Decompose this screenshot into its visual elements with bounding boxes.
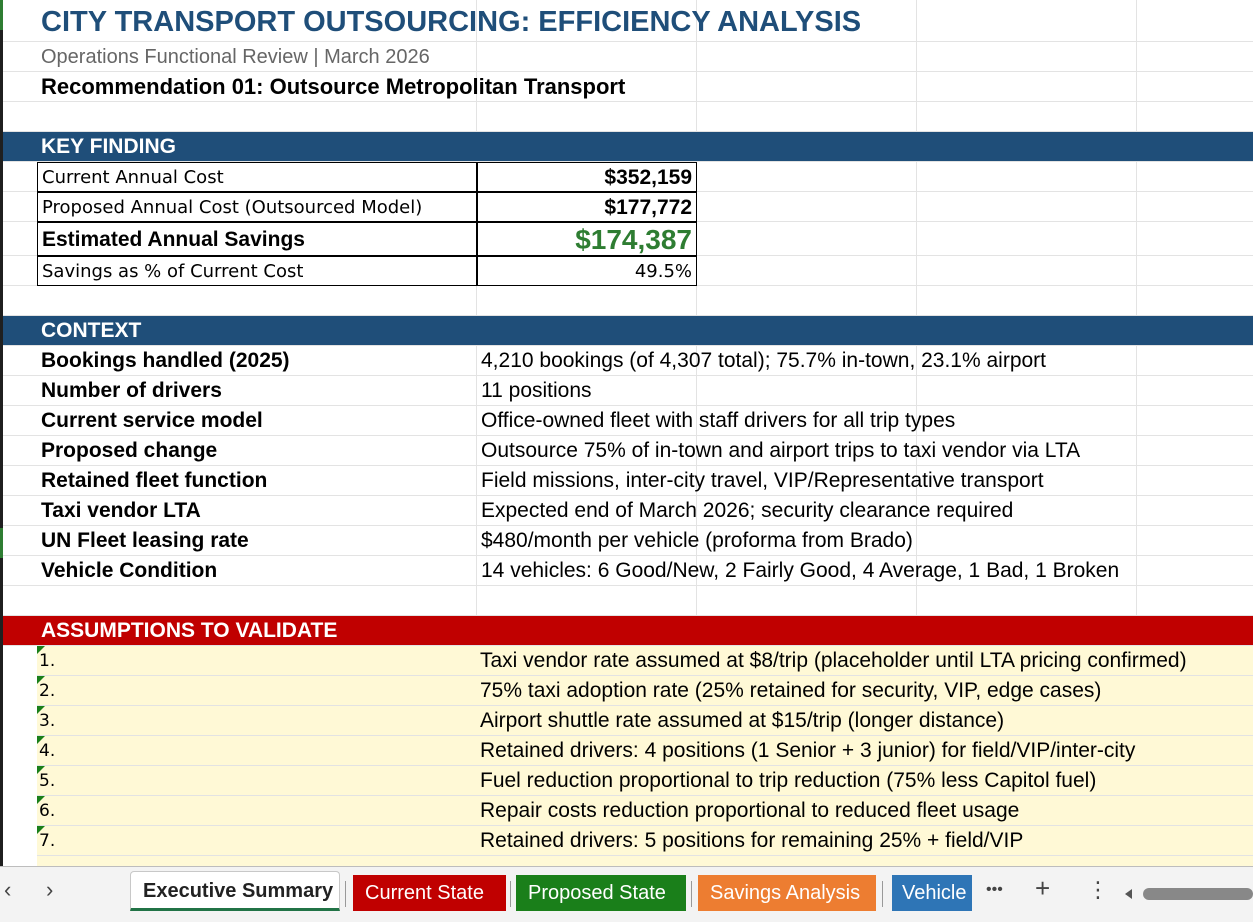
context-value: $480/month per vehicle (proforma from Brado) (481, 529, 913, 552)
context-row (3, 526, 1253, 556)
more-tabs-icon[interactable]: ••• (986, 881, 1003, 898)
comment-indicator-icon (37, 796, 45, 804)
key-finding-row (3, 256, 1253, 286)
context-row (3, 556, 1253, 586)
key-finding-row (3, 162, 1253, 192)
context-value: Expected end of March 2026; security clearance required (481, 499, 1014, 522)
recommendation-row (3, 72, 1253, 102)
context-label: Bookings handled (2025) (41, 349, 290, 372)
add-sheet-icon[interactable]: + (1035, 873, 1051, 903)
kf-value: $352,159 (476, 162, 697, 192)
context-label: Retained fleet function (41, 469, 268, 492)
assumption-row (37, 646, 1253, 676)
empty-row (3, 102, 1253, 132)
scroll-left-icon[interactable] (1125, 889, 1132, 899)
key-finding-header-row (3, 132, 1253, 162)
tab-divider (882, 881, 883, 907)
assumption-row-partial (37, 856, 1253, 866)
scrollbar-thumb[interactable] (1143, 888, 1253, 900)
context-value: 4,210 bookings (of 4,307 total); 75.7% in-town, 23.1% airport (481, 349, 1047, 372)
assumption-text: Repair costs reduction proportional to reduced fleet usage (480, 799, 1020, 822)
scroll-tabs-left-icon[interactable]: ‹ (4, 877, 12, 902)
tab-proposed-state[interactable]: Proposed State (516, 875, 686, 911)
comment-indicator-icon (37, 706, 45, 714)
context-label: Taxi vendor LTA (41, 499, 201, 522)
kf-label: Savings as % of Current Cost (37, 256, 478, 286)
context-row (3, 436, 1253, 466)
context-row (3, 376, 1253, 406)
context-label: Current service model (41, 409, 263, 432)
assumption-number: 3. (37, 706, 477, 736)
context-value: Office-owned fleet with staff drivers for all trip types (481, 409, 956, 432)
assumptions-header: ASSUMPTIONS TO VALIDATE (41, 619, 338, 642)
kf-label: Estimated Annual Savings (37, 222, 478, 256)
assumption-number: 6. (37, 796, 477, 826)
context-label: Proposed change (41, 439, 218, 462)
comment-indicator-icon (37, 646, 45, 654)
assumptions-header-row (3, 616, 1253, 646)
context-label: Number of drivers (41, 379, 222, 402)
scroll-tabs-right-icon[interactable]: › (46, 877, 54, 902)
assumption-text: Taxi vendor rate assumed at $8/trip (placeholder until LTA pricing confirmed) (480, 649, 1187, 672)
context-row (3, 466, 1253, 496)
tab-savings-analysis[interactable]: Savings Analysis (698, 875, 876, 911)
assumption-row (37, 826, 1253, 856)
subtitle-row (3, 42, 1253, 72)
assumption-row (37, 766, 1253, 796)
assumption-text: Retained drivers: 5 positions for remaining 25% + field/VIP (480, 829, 1024, 852)
tab-vehicle[interactable]: Vehicle (892, 875, 972, 911)
kf-label: Current Annual Cost (37, 162, 478, 192)
assumption-number: 2. (37, 676, 477, 706)
kf-label: Proposed Annual Cost (Outsourced Model) (37, 192, 478, 222)
assumption-row (37, 736, 1253, 766)
key-finding-row (3, 192, 1253, 222)
context-label: Vehicle Condition (41, 559, 218, 582)
empty-row (3, 586, 1253, 616)
tab-executive-summary[interactable]: Executive Summary (130, 871, 340, 911)
context-value: Outsource 75% of in-town and airport trips to taxi vendor via LTA (481, 439, 1081, 462)
empty-row (3, 286, 1253, 316)
tab-divider (345, 881, 346, 907)
assumption-text: Fuel reduction proportional to trip reduction (75% less Capitol fuel) (480, 769, 1097, 792)
assumption-text: 75% taxi adoption rate (25% retained for security, VIP, edge cases) (480, 679, 1102, 702)
assumption-row (37, 676, 1253, 706)
context-header: CONTEXT (41, 319, 142, 342)
comment-indicator-icon (37, 676, 45, 684)
assumption-number: 1. (37, 646, 477, 676)
context-value: Field missions, inter-city travel, VIP/Representative transport (481, 469, 1044, 492)
context-row (3, 346, 1253, 376)
report-title: CITY TRANSPORT OUTSOURCING: EFFICIENCY ANALYSIS (41, 6, 862, 38)
assumption-text: Retained drivers: 4 positions (1 Senior + 3 junior) for field/VIP/inter-city (480, 739, 1136, 762)
key-finding-header: KEY FINDING (41, 135, 176, 158)
assumption-row (37, 796, 1253, 826)
context-value: 14 vehicles: 6 Good/New, 2 Fairly Good, 4 Average, 1 Bad, 1 Broken (481, 559, 1120, 582)
context-header-row (3, 316, 1253, 346)
comment-indicator-icon (37, 826, 45, 834)
tab-current-state[interactable]: Current State (353, 875, 506, 911)
tab-divider (510, 881, 511, 907)
assumption-number: 7. (37, 826, 477, 856)
report-subtitle: Operations Functional Review | March 2026 (41, 46, 430, 68)
comment-indicator-icon (37, 736, 45, 744)
assumption-row (37, 706, 1253, 736)
assumption-number: 4. (37, 736, 477, 766)
options-icon[interactable]: ⋮ (1087, 877, 1109, 902)
title-row (3, 0, 1253, 42)
kf-value: 49.5% (476, 256, 697, 286)
assumption-number: 5. (37, 766, 477, 796)
kf-savings-value: $174,387 (476, 222, 697, 256)
key-finding-row (3, 222, 1253, 256)
context-value: 11 positions (481, 379, 592, 402)
context-row (3, 406, 1253, 436)
tab-divider (691, 881, 692, 907)
horizontal-scrollbar[interactable] (1125, 888, 1253, 900)
context-row (3, 496, 1253, 526)
sheet-tab-bar (0, 866, 1253, 922)
comment-indicator-icon (37, 766, 45, 774)
kf-value: $177,772 (476, 192, 697, 222)
context-label: UN Fleet leasing rate (41, 529, 249, 552)
recommendation-title: Recommendation 01: Outsource Metropolitan Transport (41, 74, 626, 99)
assumption-text: Airport shuttle rate assumed at $15/trip (longer distance) (480, 709, 1005, 732)
